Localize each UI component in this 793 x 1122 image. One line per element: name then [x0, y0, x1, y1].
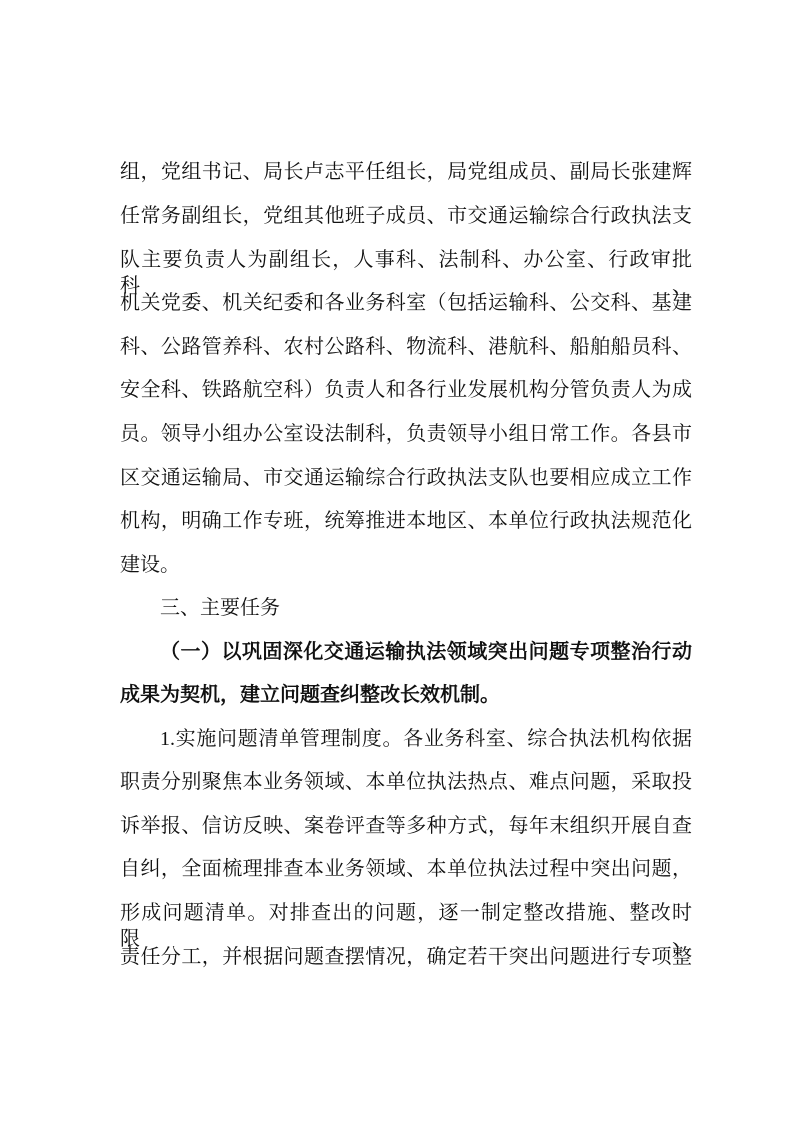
body-line: 建设。	[120, 554, 180, 576]
body-line: 机构，明确工作专班，统筹推进本地区、本单位行政执法规范化	[120, 510, 692, 532]
body-line: 员。领导小组办公室设法制科，负责领导小组日常工作。各县市	[120, 423, 692, 445]
body-line: 责任分工，并根据问题查摆情况，确定若干突出问题进行专项整	[120, 946, 692, 968]
subheading-line: （一）以巩固深化交通运输执法领域突出问题专项整治行动	[160, 641, 692, 663]
body-line: 区交通运输局、市交通运输综合行政执法支队也要相应成立工作	[120, 467, 692, 489]
body-line: 形成问题清单。对排查出的问题，逐一制定整改措施、整改时限、	[120, 902, 692, 950]
body-line: 职责分别聚焦本业务领域、本单位执法热点、难点问题，采取投	[120, 771, 692, 793]
body-line: 任常务副组长，党组其他班子成员、市交通运输综合行政执法支	[120, 205, 692, 227]
body-line: 自纠，全面梳理排查本业务领域、本单位执法过程中突出问题，	[120, 858, 692, 880]
body-line: 安全科、铁路航空科）负责人和各行业发展机构分管负责人为成	[120, 379, 692, 401]
body-line: 诉举报、信访反映、案卷评查等多种方式，每年末组织开展自查	[120, 815, 692, 837]
body-line: 组，党组书记、局长卢志平任组长，局党组成员、副局长张建辉	[120, 161, 692, 183]
subheading-line: 成果为契机，建立问题查纠整改长效机制。	[120, 684, 500, 706]
section-heading: 三、主要任务	[160, 597, 280, 619]
body-line: 队主要负责人为副组长，人事科、法制科、办公室、行政审批科、	[120, 249, 692, 297]
body-line: 1.实施问题清单管理制度。各业务科室、综合执法机构依据	[160, 728, 692, 750]
body-line: 科、公路管养科、农村公路科、物流科、港航科、船舶船员科、	[120, 336, 692, 358]
body-line: 机关党委、机关纪委和各业务科室（包括运输科、公交科、基建	[120, 292, 692, 314]
